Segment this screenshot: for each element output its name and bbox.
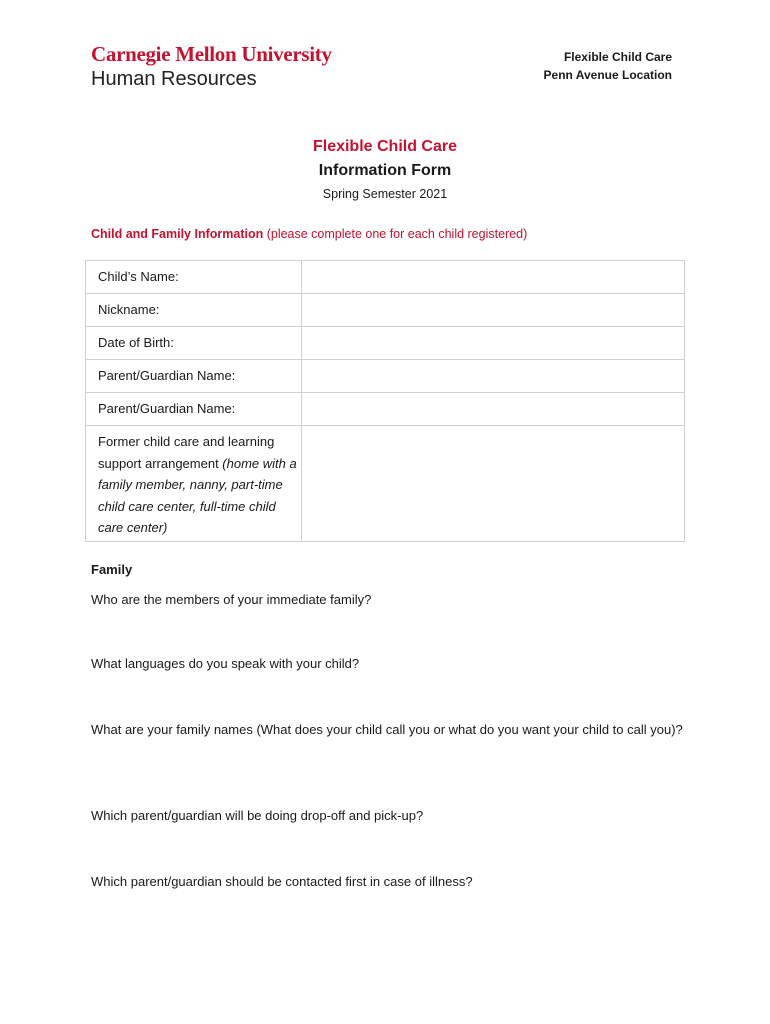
header-program-info [544, 48, 672, 84]
family-heading: Family [91, 562, 133, 577]
question-family-members: Who are the members of your immediate family? [91, 592, 372, 607]
form-title: Flexible Child Care [312, 138, 458, 155]
section-heading-title: Child and Family Information [91, 227, 264, 241]
table-row [86, 294, 685, 327]
question-family-names: What are your family names (What does your child call you or what do you want your child to call you)? [91, 722, 683, 737]
department-name: Human Resources [91, 68, 257, 90]
child-name-field[interactable] [302, 261, 685, 294]
field-label: Parent/Guardian Name: [86, 360, 302, 393]
child-info-table [85, 260, 685, 542]
former-care-arrangement-field[interactable] [302, 426, 685, 542]
table-row [86, 261, 685, 294]
field-label [86, 426, 302, 542]
table-row [86, 393, 685, 426]
university-logo-text: Carnegie Mellon University [91, 42, 332, 66]
field-label: Child’s Name: [86, 261, 302, 294]
section-heading [91, 227, 527, 241]
form-subtitle: Information Form [318, 162, 452, 179]
question-languages: What languages do you speak with your child? [91, 656, 360, 671]
field-label: Nickname: [86, 294, 302, 327]
form-term: Spring Semester 2021 [322, 187, 448, 201]
header-location: Penn Avenue Location [543, 68, 672, 82]
date-of-birth-field[interactable] [302, 327, 685, 360]
question-illness-contact: Which parent/guardian should be contacted first in case of illness? [91, 874, 473, 889]
arrangement-hint: (home with a family member, nanny, part-time child care center, full-time child care center) [98, 455, 297, 535]
field-label: Parent/Guardian Name: [86, 393, 302, 426]
table-row [86, 426, 685, 542]
section-heading-note: (please complete one for each child registered) [263, 227, 528, 241]
table-row [86, 327, 685, 360]
parent-guardian-name-field-2[interactable] [302, 393, 685, 426]
header-program: Flexible Child Care [563, 50, 672, 64]
nickname-field[interactable] [302, 294, 685, 327]
parent-guardian-name-field-1[interactable] [302, 360, 685, 393]
table-row [86, 360, 685, 393]
arrangement-label: Former child care and learning support arrangement [98, 434, 275, 471]
question-drop-off-pick-up: Which parent/guardian will be doing drop-off and pick-up? [91, 808, 424, 823]
field-label: Date of Birth: [86, 327, 302, 360]
